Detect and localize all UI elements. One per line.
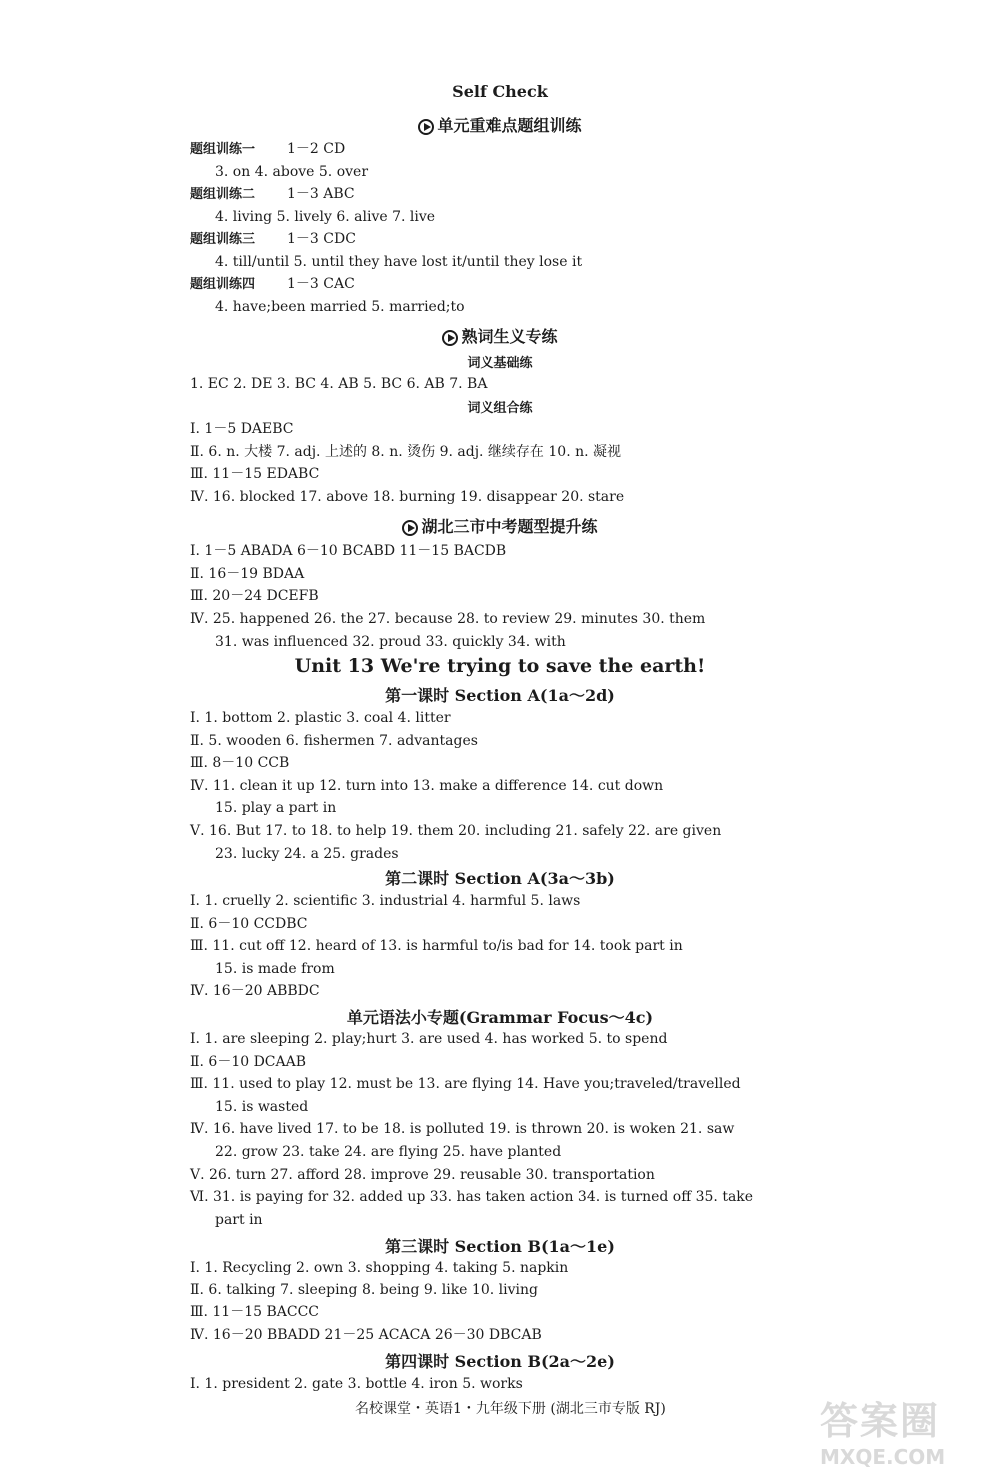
- answer-line: Ⅵ. 31. is paying for 32. added up 33. has taken action 34. is turned off 35. take: [190, 1189, 754, 1205]
- unit-title: Unit 13 We're trying to save the earth!: [294, 655, 706, 677]
- answer-line: Ⅱ. 5. wooden 6. fishermen 7. advantages: [190, 733, 478, 749]
- arrow-circle-icon: [418, 119, 434, 135]
- answer-line: Ⅳ. 11. clean it up 12. turn into 13. make a difference 14. cut down: [190, 778, 664, 794]
- answer-line: Ⅰ. 1. are sleeping 2. play;hurt 3. are used 4. has worked 5. to spend: [190, 1031, 668, 1047]
- answer-line: Ⅰ. 1. bottom 2. plastic 3. coal 4. litter: [190, 710, 451, 726]
- answer-line: Ⅲ. 20－24 DCEFB: [190, 588, 319, 604]
- answer-line: Ⅴ. 16. But 17. to 18. to help 19. them 20. including 21. safely 22. are given: [190, 823, 722, 839]
- grammar-heading: 单元语法小专题(Grammar Focus～4c): [346, 1008, 654, 1027]
- subheading-basic: 词义基础练: [467, 355, 533, 370]
- lesson-heading: 第三课时 Section B(1a～1e): [385, 1237, 615, 1256]
- section-heading-familiar-words: 熟词生义专练: [0, 324, 1000, 347]
- group-4-line-2: 4. have;been married 5. married;to: [215, 299, 465, 315]
- answer-line: Ⅳ. 16. blocked 17. above 18. burning 19. disappear 20. stare: [190, 489, 625, 505]
- answer-line: 15. play a part in: [215, 800, 337, 816]
- group-2-line-2: 4. living 5. lively 6. alive 7. live: [215, 209, 436, 225]
- answer-line: Ⅰ. 1. president 2. gate 3. bottle 4. iron 5. works: [190, 1376, 523, 1392]
- answer-line: 15. is wasted: [215, 1099, 309, 1115]
- answer-line: Ⅲ. 11－15 BACCC: [190, 1304, 320, 1320]
- answer-line: Ⅲ. 8－10 CCB: [190, 755, 290, 771]
- answer-line: Ⅱ. 6－10 DCAAB: [190, 1054, 307, 1070]
- lesson-heading: 第一课时 Section A(1a～2d): [385, 686, 615, 705]
- answer-line: Ⅳ. 16－20 BBADD 21－25 ACACA 26－30 DBCAB: [190, 1327, 542, 1343]
- lesson-heading: 第二课时 Section A(3a～3b): [385, 869, 615, 888]
- group-3-line-2: 4. till/until 5. until they have lost it/until they lose it: [215, 254, 583, 270]
- answer-line: Ⅲ. 11. cut off 12. heard of 13. is harmful to/is bad for 14. took part in: [190, 938, 683, 954]
- lesson-heading: 第四课时 Section B(2a～2e): [385, 1352, 615, 1371]
- answer-line: 15. is made from: [215, 961, 335, 977]
- answer-line: Ⅱ. 6－10 CCDBC: [190, 916, 308, 932]
- answer-line: Ⅰ. 1. Recycling 2. own 3. shopping 4. taking 5. napkin: [190, 1260, 569, 1276]
- watermark-logo: [820, 1390, 990, 1470]
- watermark-text: 答案圈: [820, 1399, 941, 1443]
- watermark-url: MXQE.COM: [820, 1445, 946, 1469]
- answer-line: Ⅱ. 6. n. 大楼 7. adj. 上述的 8. n. 烫伤 9. adj. 继续存在 10. n. 凝视: [190, 444, 622, 460]
- answer-line: part in: [215, 1212, 263, 1228]
- answer-line: Ⅰ. 1－5 DAEBC: [190, 421, 294, 437]
- answer-line: Ⅱ. 6. talking 7. sleeping 8. being 9. like 10. living: [190, 1282, 538, 1298]
- subheading-combination: 词义组合练: [467, 400, 533, 415]
- group-1-line-2: 3. on 4. above 5. over: [215, 164, 369, 180]
- page-footer: 名校课堂・英语1・九年级下册 (湖北三市专版 RJ): [355, 1401, 666, 1417]
- group-4-line-1: 题组训练四 1－3 CAC: [190, 276, 355, 292]
- group-1-line-1: 题组训练一 1－2 CD: [190, 141, 346, 157]
- group-3-line-1: 题组训练三 1－3 CDC: [190, 231, 356, 247]
- arrow-circle-icon: [442, 330, 458, 346]
- answer-line: Ⅳ. 16. have lived 17. to be 18. is polluted 19. is thrown 20. is woken 21. saw: [190, 1121, 735, 1137]
- answer-line: Ⅲ. 11－15 EDABC: [190, 466, 320, 482]
- answer-line: Ⅱ. 16－19 BDAA: [190, 566, 305, 582]
- arrow-circle-icon: [402, 520, 418, 536]
- group-2-line-1: 题组训练二 1－3 ABC: [190, 186, 355, 202]
- answer-line: 23. lucky 24. a 25. grades: [215, 846, 399, 862]
- answer-line: 1. EC 2. DE 3. BC 4. AB 5. BC 6. AB 7. BA: [190, 376, 488, 392]
- answer-line: Ⅳ. 16－20 ABBDC: [190, 983, 320, 999]
- section-heading-key-points: 单元重难点题组训练: [0, 113, 1000, 136]
- answer-line: Ⅰ. 1－5 ABADA 6－10 BCABD 11－15 BACDB: [190, 543, 507, 559]
- answer-line: 31. was influenced 32. proud 33. quickly 34. with: [215, 634, 566, 650]
- answer-line: Ⅳ. 25. happened 26. the 27. because 28. to review 29. minutes 30. them: [190, 611, 706, 627]
- answer-line: Ⅲ. 11. used to play 12. must be 13. are flying 14. Have you;traveled/travelled: [190, 1076, 741, 1092]
- answer-line: Ⅴ. 26. turn 27. afford 28. improve 29. reusable 30. transportation: [190, 1167, 655, 1183]
- answer-line: 22. grow 23. take 24. are flying 25. have planted: [215, 1144, 562, 1160]
- section-heading-hubei: 湖北三市中考题型提升练: [0, 514, 1000, 537]
- answer-line: Ⅰ. 1. cruelly 2. scientific 3. industrial 4. harmful 5. laws: [190, 893, 581, 909]
- page-title: Self Check: [452, 82, 548, 101]
